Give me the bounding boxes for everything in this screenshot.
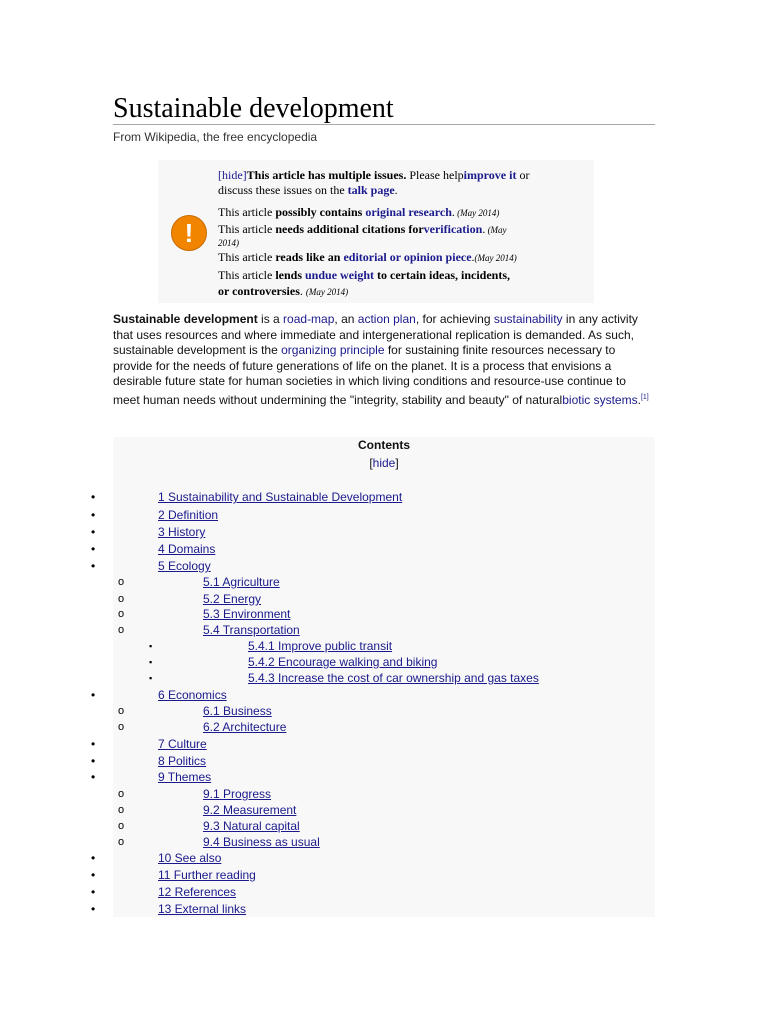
toc-item[interactable]: 12 References xyxy=(158,885,237,899)
toc-item[interactable]: 5.4.2 Encourage walking and biking xyxy=(248,655,438,669)
toc-item[interactable]: 3 History xyxy=(158,525,206,539)
toc-title: Contents xyxy=(358,438,410,452)
toc-item[interactable]: 5.3 Environment xyxy=(203,607,291,621)
improve-it-link[interactable]: improve it xyxy=(463,168,517,182)
title-divider xyxy=(113,124,655,125)
talk-page-link[interactable]: talk page xyxy=(347,183,395,197)
warning-exclamation-icon: ! xyxy=(171,215,207,251)
toc-bullet-icon: ▪ xyxy=(149,641,153,651)
toc-bullet-icon: o xyxy=(118,608,125,620)
toc-bullet-icon: o xyxy=(118,820,125,832)
toc-item[interactable]: 5.4.1 Improve public transit xyxy=(248,639,393,653)
toc-bullet-icon: o xyxy=(118,721,125,733)
toc-bullet-icon: • xyxy=(91,737,96,751)
toc-item[interactable]: 4 Domains xyxy=(158,542,216,556)
toc-item[interactable]: 6.2 Architecture xyxy=(203,720,287,734)
intro-paragraph: Sustainable development is a road-map, an action plan, for achieving sustainability in any activity that uses resources and where immediate and intergenerational replication is demanded. As such, sustainable development is the organizing principle for sustaining finite resources necessary to provide for the needs of future generations of life on the planet. It is a process that envisions a desirable future state for human societies in which living conditions and resource-use continue to meet human needs without undermining the "integrity, stability and beauty" of naturalbiotic systems.[1] xyxy=(113,312,649,407)
toc-bullet-icon: • xyxy=(91,754,96,768)
organizing-principle-link[interactable]: organizing principle xyxy=(281,343,385,358)
issue-item: This article needs additional citations forverification. (May xyxy=(218,222,507,236)
toc-bullet-icon: ▪ xyxy=(149,673,153,683)
editorial-opinion-link[interactable]: editorial or opinion piece xyxy=(343,250,472,264)
toc-bullet-icon: • xyxy=(91,770,96,784)
toc-bullet-icon: o xyxy=(118,593,125,605)
toc-bullet-icon: • xyxy=(91,559,96,573)
toc-item[interactable]: 8 Politics xyxy=(158,754,207,768)
toc-bullet-icon: • xyxy=(91,508,96,522)
toc-bullet-icon: o xyxy=(118,705,125,717)
verification-link[interactable]: verification xyxy=(423,222,483,236)
toc-hide-toggle: [hide] xyxy=(369,456,399,470)
toc-bullet-icon: • xyxy=(91,902,96,916)
toc-item[interactable]: 10 See also xyxy=(158,851,222,865)
original-research-link[interactable]: original research xyxy=(365,205,452,219)
toc-bullet-icon: • xyxy=(91,490,96,504)
toc-item[interactable]: 5.4 Transportation xyxy=(203,623,300,637)
toc-item[interactable]: 5.1 Agriculture xyxy=(203,575,280,589)
toc-item[interactable]: 5.2 Energy xyxy=(203,592,262,606)
toc-bullet-icon: • xyxy=(91,542,96,556)
toc-bullet-icon: o xyxy=(118,624,125,636)
issues-discuss-line: discuss these issues on the talk page. xyxy=(218,183,398,197)
issue-item-date: 2014) xyxy=(218,238,239,248)
toc-item[interactable]: 6.1 Business xyxy=(203,704,272,718)
issues-hide-link[interactable]: [hide] xyxy=(218,168,247,182)
toc-bullet-icon: o xyxy=(118,788,125,800)
issue-item: This article possibly contains original research. (May 2014) xyxy=(218,205,500,219)
toc-item[interactable]: 9.2 Measurement xyxy=(203,803,297,817)
toc-item[interactable]: 7 Culture xyxy=(158,737,207,751)
issue-item-cont: or controversies. (May 2014) xyxy=(218,284,349,298)
issue-item: This article lends undue weight to certain ideas, incidents, xyxy=(218,268,511,282)
toc-item[interactable]: 6 Economics xyxy=(158,688,227,702)
biotic-systems-link[interactable]: biotic systems xyxy=(562,392,638,407)
toc-item[interactable]: 1 Sustainability and Sustainable Development xyxy=(158,490,403,504)
toc-item[interactable]: 11 Further reading xyxy=(158,868,256,882)
page-title: Sustainable development xyxy=(113,93,394,124)
multiple-issues-box xyxy=(158,160,594,303)
toc-item[interactable]: 9.1 Progress xyxy=(203,787,272,801)
road-map-link[interactable]: road-map xyxy=(283,312,335,326)
toc-item[interactable]: 9 Themes xyxy=(158,770,212,784)
toc-bullet-icon: o xyxy=(118,836,125,848)
toc-hide-link[interactable]: hide xyxy=(372,456,396,470)
toc-bullet-icon: • xyxy=(91,688,96,702)
toc-item[interactable]: 5 Ecology xyxy=(158,559,211,573)
toc-bullet-icon: • xyxy=(91,885,96,899)
toc-bullet-icon: o xyxy=(118,576,125,588)
reference-1-link[interactable]: [1] xyxy=(640,393,649,401)
toc-item[interactable]: 9.3 Natural capital xyxy=(203,819,300,833)
sustainability-link[interactable]: sustainability xyxy=(493,312,563,326)
toc-item[interactable]: 13 External links xyxy=(158,902,247,916)
toc-item[interactable]: 9.4 Business as usual xyxy=(203,835,320,849)
action-plan-link[interactable]: action plan xyxy=(357,312,416,326)
toc-bullet-icon: • xyxy=(91,868,96,882)
toc-bullet-icon: ▪ xyxy=(149,657,153,667)
toc-bullet-icon: o xyxy=(118,804,125,816)
issues-heading: [hide]This article has multiple issues. Please helpimprove it or xyxy=(218,168,530,182)
page-subtitle: From Wikipedia, the free encyclopedia xyxy=(113,130,318,144)
issue-item: This article reads like an editorial or opinion piece.(May 2014) xyxy=(218,250,517,264)
toc-item[interactable]: 5.4.3 Increase the cost of car ownership and gas taxes xyxy=(248,671,539,685)
undue-weight-link[interactable]: undue weight xyxy=(305,268,375,282)
toc-bullet-icon: • xyxy=(91,851,96,865)
toc-bullet-icon: • xyxy=(91,525,96,539)
toc-item[interactable]: 2 Definition xyxy=(158,508,219,522)
